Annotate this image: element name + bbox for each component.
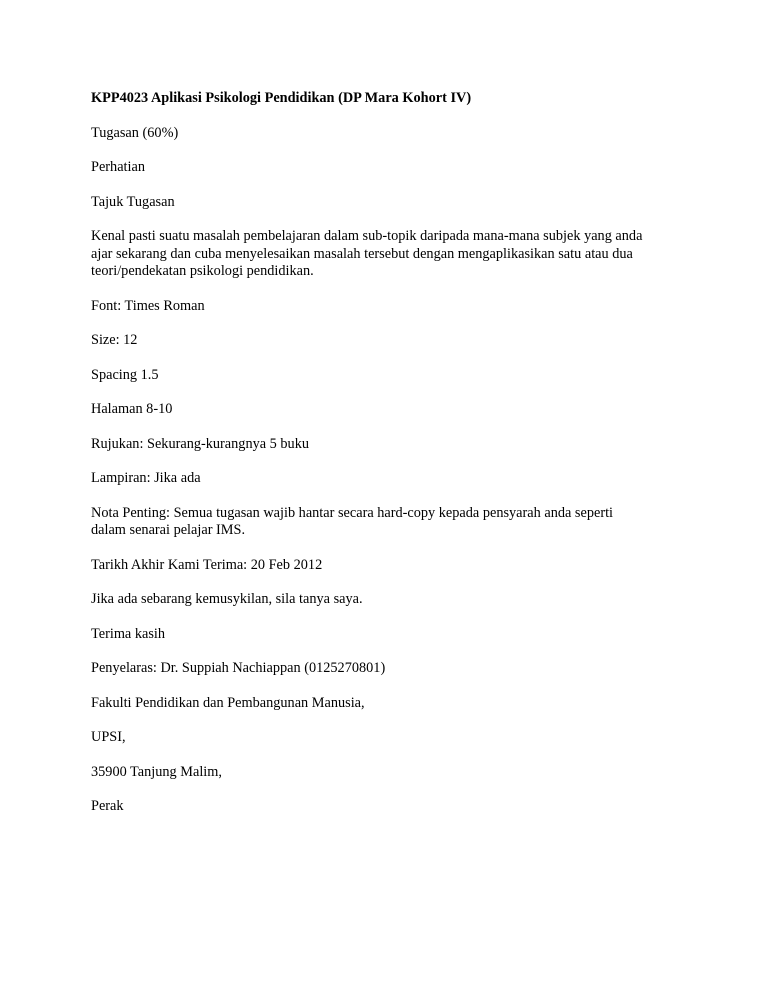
pages-requirement: Halaman 8-10	[91, 401, 173, 417]
task-line: Kenal pasti suatu masalah pembelajaran dalam sub-topik daripada mana-mana subjek yang anda	[91, 228, 643, 244]
font-requirement: Font: Times Roman	[91, 297, 205, 314]
size-requirement: Size: 12	[91, 332, 138, 348]
document-body	[91, 90, 691, 833]
spacing-requirement: Spacing 1.5	[91, 366, 159, 383]
references-requirement: Rujukan: Sekurang-kurangnya 5 buku	[91, 435, 309, 452]
state: Perak	[91, 798, 124, 814]
postcode-city: 35900 Tanjung Malim,	[91, 763, 222, 780]
topic-heading: Tajuk Tugasan	[91, 193, 175, 210]
task-line: teori/pendekatan psikologi pendidikan.	[91, 263, 314, 279]
note-line: dalam senarai pelajar IMS.	[91, 522, 246, 538]
questions-note: Jika ada sebarang kemusykilan, sila tanya saya.	[91, 591, 363, 607]
faculty: Fakulti Pendidikan dan Pembangunan Manusia,	[91, 694, 365, 711]
thanks: Terima kasih	[91, 625, 166, 642]
university: UPSI,	[91, 729, 126, 745]
attention-label: Perhatian	[91, 159, 145, 175]
note-line: Nota Penting: Semua tugasan wajib hantar secara hard-copy kepada pensyarah anda seperti	[91, 504, 614, 521]
document-title: KPP4023 Aplikasi Psikologi Pendidikan (DP Mara Kohort IV)	[91, 90, 472, 106]
task-description	[91, 228, 691, 281]
important-note	[91, 505, 691, 540]
attachment-note: Lampiran: Jika ada	[91, 470, 201, 486]
task-line: ajar sekarang dan cuba menyelesaikan masalah tersebut dengan mengaplikasikan satu atau dua	[91, 245, 633, 262]
assignment-weight: Tugasan (60%)	[91, 124, 179, 141]
deadline: Tarikh Akhir Kami Terima: 20 Feb 2012	[91, 556, 323, 573]
coordinator: Penyelaras: Dr. Suppiah Nachiappan (0125270801)	[91, 660, 386, 676]
